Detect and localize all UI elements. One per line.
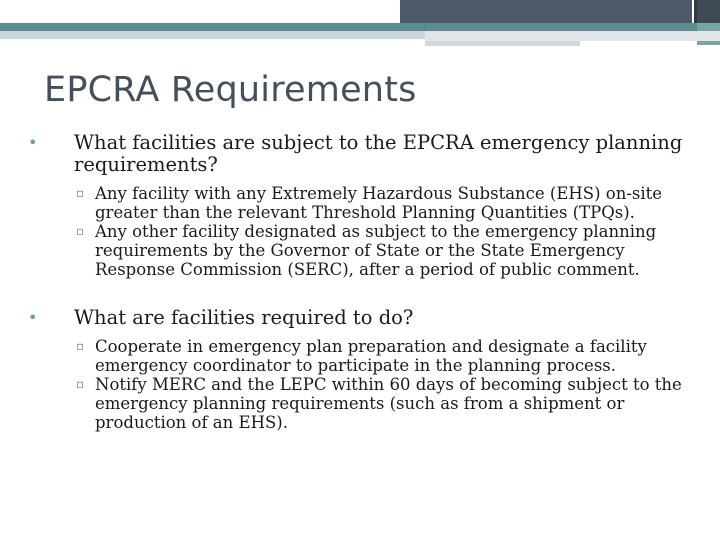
sub-bullet-list [28, 184, 698, 279]
header-dark-corner [697, 0, 720, 23]
bullet-text: What are facilities required to do? [74, 306, 414, 329]
bullet-item [28, 132, 698, 176]
sub-bullet-text: Notify MERC and the LEPC within 60 days of becoming subject to the emergency planning requirements (such as from a shipment or production of an EHS). [95, 375, 682, 432]
sub-bullet-item [28, 222, 698, 279]
header-teal-stripe [0, 23, 720, 31]
header-light-block [425, 31, 720, 41]
header-grey-strip [425, 41, 580, 46]
sub-bullet-text: Cooperate in emergency plan preparation and designate a facility emergency coordinator to participate in the planning process. [95, 337, 647, 375]
square-bullet-icon: ▫ [76, 224, 85, 238]
sub-bullet-item [28, 375, 698, 432]
header-band [0, 0, 720, 23]
square-bullet-icon: ▫ [76, 339, 85, 353]
bullet-text: What facilities are subject to the EPCRA emergency planning requirements? [74, 131, 683, 176]
slide-body [28, 132, 698, 432]
header-dark-block [400, 0, 692, 23]
bullet-icon: • [28, 308, 38, 327]
bullet-group-1 [28, 132, 698, 279]
slide-title: EPCRA Requirements [44, 70, 417, 110]
square-bullet-icon: ▫ [76, 186, 85, 200]
sub-bullet-list [28, 337, 698, 432]
sub-bullet-text: Any other facility designated as subject to the emergency planning requirements by the Governor of State or the State Emergency Response Commission (SERC), after a period of public comment. [95, 222, 657, 279]
sub-bullet-item [28, 184, 698, 222]
bullet-group-2 [28, 307, 698, 432]
bullet-item [28, 307, 698, 329]
square-bullet-icon: ▫ [76, 377, 85, 391]
sub-bullet-text: Any facility with any Extremely Hazardous Substance (EHS) on-site greater than the relevant Threshold Planning Quantities (TPQs). [95, 184, 663, 222]
sub-bullet-item [28, 337, 698, 375]
bullet-icon: • [28, 133, 38, 152]
